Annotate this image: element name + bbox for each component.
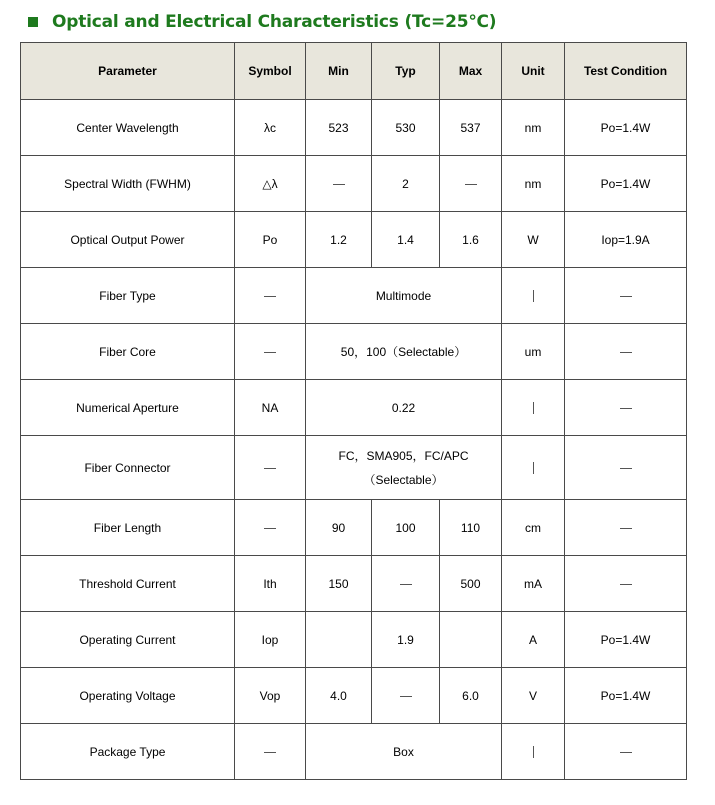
dash-icon — [533, 402, 534, 414]
dash-icon — [465, 184, 477, 185]
param-cell: Fiber Type — [21, 268, 235, 324]
typ-cell — [372, 556, 440, 612]
unit-cell — [502, 380, 565, 436]
header-unit: Unit — [502, 43, 565, 100]
value-cell: 50，100（Selectable） — [306, 324, 502, 380]
header-test-condition: Test Condition — [565, 43, 687, 100]
condition-cell — [565, 500, 687, 556]
param-cell: Package Type — [21, 724, 235, 780]
table-header-row — [21, 43, 687, 100]
max-cell — [440, 156, 502, 212]
dash-icon — [264, 528, 276, 529]
section-title: Optical and Electrical Characteristics (Tc=25℃) — [52, 12, 497, 32]
typ-cell: 1.9 — [372, 612, 440, 668]
unit-cell: A — [502, 612, 565, 668]
typ-cell: 1.4 — [372, 212, 440, 268]
condition-cell — [565, 556, 687, 612]
unit-cell: nm — [502, 156, 565, 212]
min-cell: 90 — [306, 500, 372, 556]
unit-cell: nm — [502, 100, 565, 156]
unit-cell — [502, 436, 565, 500]
condition-cell — [565, 324, 687, 380]
symbol-cell: λc — [235, 100, 306, 156]
table-row — [21, 612, 687, 668]
param-cell: Numerical Aperture — [21, 380, 235, 436]
symbol-cell: Ith — [235, 556, 306, 612]
symbol-cell — [235, 268, 306, 324]
header-min: Min — [306, 43, 372, 100]
header-max: Max — [440, 43, 502, 100]
typ-cell: 2 — [372, 156, 440, 212]
table-row — [21, 724, 687, 780]
param-cell: Fiber Core — [21, 324, 235, 380]
unit-cell: um — [502, 324, 565, 380]
header-typ: Typ — [372, 43, 440, 100]
value-cell: Multimode — [306, 268, 502, 324]
dash-icon — [620, 296, 632, 297]
min-cell: 1.2 — [306, 212, 372, 268]
unit-cell — [502, 268, 565, 324]
dash-icon — [400, 696, 412, 697]
value-cell: 0.22 — [306, 380, 502, 436]
table-row — [21, 156, 687, 212]
dash-icon — [264, 468, 276, 469]
table-row — [21, 556, 687, 612]
max-cell — [440, 612, 502, 668]
condition-cell — [565, 380, 687, 436]
table-row — [21, 100, 687, 156]
min-cell: 523 — [306, 100, 372, 156]
header-parameter: Parameter — [21, 43, 235, 100]
dash-icon — [264, 296, 276, 297]
section-heading — [28, 8, 496, 36]
dash-icon — [264, 352, 276, 353]
table-row — [21, 500, 687, 556]
condition-cell: Po=1.4W — [565, 156, 687, 212]
dash-icon — [620, 468, 632, 469]
param-cell: Operating Voltage — [21, 668, 235, 724]
condition-cell: Iop=1.9A — [565, 212, 687, 268]
max-cell: 537 — [440, 100, 502, 156]
unit-cell: cm — [502, 500, 565, 556]
table-row — [21, 668, 687, 724]
symbol-cell: Iop — [235, 612, 306, 668]
symbol-cell: Po — [235, 212, 306, 268]
param-cell: Threshold Current — [21, 556, 235, 612]
dash-icon — [264, 752, 276, 753]
dash-icon — [533, 290, 534, 302]
max-cell: 500 — [440, 556, 502, 612]
square-bullet-icon — [28, 17, 38, 27]
characteristics-table — [20, 42, 687, 780]
typ-cell: 100 — [372, 500, 440, 556]
connector-options: FC，SMA905，FC/APC — [338, 448, 469, 463]
header-symbol: Symbol — [235, 43, 306, 100]
param-cell: Spectral Width (FWHM) — [21, 156, 235, 212]
table-row — [21, 324, 687, 380]
condition-cell: Po=1.4W — [565, 668, 687, 724]
symbol-cell — [235, 500, 306, 556]
symbol-cell: Vop — [235, 668, 306, 724]
unit-cell: mA — [502, 556, 565, 612]
param-cell: Optical Output Power — [21, 212, 235, 268]
dash-icon — [533, 746, 534, 758]
min-cell: 150 — [306, 556, 372, 612]
connector-selectable-note: （Selectable） — [363, 472, 444, 487]
dash-icon — [333, 184, 345, 185]
symbol-cell: △λ — [235, 156, 306, 212]
min-cell — [306, 156, 372, 212]
symbol-cell — [235, 436, 306, 500]
param-cell: Fiber Length — [21, 500, 235, 556]
value-cell: Box — [306, 724, 502, 780]
typ-cell — [372, 668, 440, 724]
condition-cell — [565, 724, 687, 780]
condition-cell — [565, 436, 687, 500]
dash-icon — [620, 528, 632, 529]
value-cell — [306, 436, 502, 500]
symbol-cell: NA — [235, 380, 306, 436]
table-row — [21, 212, 687, 268]
symbol-cell — [235, 724, 306, 780]
dash-icon — [533, 462, 534, 474]
dash-icon — [400, 584, 412, 585]
param-cell: Fiber Connector — [21, 436, 235, 500]
max-cell: 6.0 — [440, 668, 502, 724]
min-cell: 4.0 — [306, 668, 372, 724]
condition-cell: Po=1.4W — [565, 612, 687, 668]
dash-icon — [620, 408, 632, 409]
condition-cell: Po=1.4W — [565, 100, 687, 156]
unit-cell: V — [502, 668, 565, 724]
param-cell: Center Wavelength — [21, 100, 235, 156]
dash-icon — [620, 584, 632, 585]
min-cell — [306, 612, 372, 668]
table-row — [21, 436, 687, 500]
dash-icon — [620, 752, 632, 753]
max-cell: 110 — [440, 500, 502, 556]
dash-icon — [620, 352, 632, 353]
symbol-cell — [235, 324, 306, 380]
param-cell: Operating Current — [21, 612, 235, 668]
condition-cell — [565, 268, 687, 324]
typ-cell: 530 — [372, 100, 440, 156]
table-row — [21, 380, 687, 436]
max-cell: 1.6 — [440, 212, 502, 268]
unit-cell — [502, 724, 565, 780]
unit-cell: W — [502, 212, 565, 268]
table-row — [21, 268, 687, 324]
